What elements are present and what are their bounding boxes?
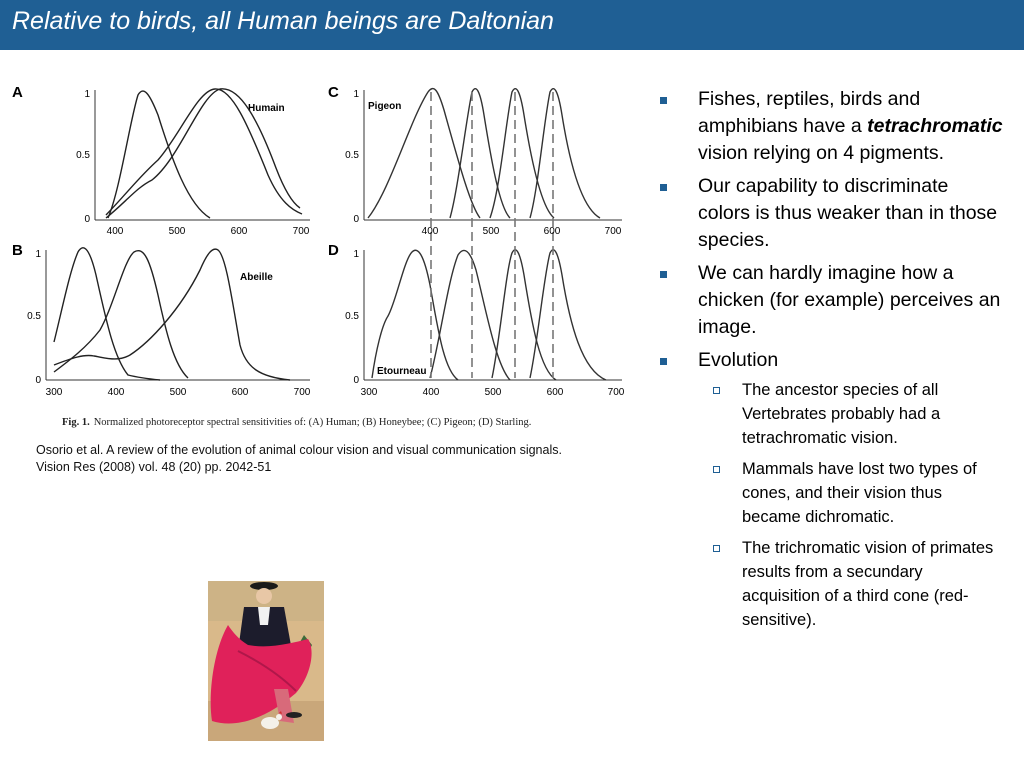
bullet-text: Evolution [698,349,779,371]
x-tick-label: 700 [607,387,625,398]
title-bar [0,0,1024,50]
bullfighter-photo [208,581,324,741]
matador-head [256,588,272,604]
x-tick-label: 400 [106,226,124,237]
bullet-text: Fishes, reptiles, birds and amphibians have a [698,88,921,137]
sub-bullet-item: The ancestor species of all Vertebrates probably had a tetrachromatic vision. [698,378,1003,450]
cone-curve-green [54,249,290,380]
panel-a [12,84,310,237]
cone-curve-4 [530,89,600,218]
y-tick-label: 0 [84,214,90,225]
x-tick-label: 700 [292,226,310,237]
y-tick-label: 0.5 [345,150,359,161]
bullet-list [658,86,1003,639]
y-tick-label: 0.5 [76,150,90,161]
x-tick-label: 600 [546,387,564,398]
citation-line: Vision Res (2008) vol. 48 (20) pp. 2042-51 [36,460,272,474]
panel-letter: A [12,84,23,101]
cone-curve-s [108,91,210,218]
matador-shoe [286,712,302,718]
species-label: Humain [248,103,285,114]
x-tick-label: 500 [169,387,187,398]
cone-curve-1 [372,250,458,380]
species-label: Abeille [240,272,273,283]
citation-line: Osorio et al. A review of the evolution of animal colour vision and visual communication signals. [36,443,562,457]
bullet-emphasis: tetrachromatic [867,115,1003,137]
panel-d [328,242,625,398]
panel-c-x-ticks [422,226,622,237]
matador-shirt [258,607,270,625]
panel-letter: C [328,84,339,101]
y-tick-label: 0.5 [345,311,359,322]
cone-curve-3 [490,89,554,218]
panel-c [328,84,622,225]
y-tick-label: 0 [353,375,359,386]
sub-bullet-list [698,378,1003,632]
caption-text: Normalized photoreceptor spectral sensitivities of: (A) Human; (B) Honeybee; (C) Pigeon; (D) Starling. [93,417,532,428]
chicken [261,717,279,729]
y-tick-label: 0 [353,214,359,225]
x-tick-label: 500 [484,387,502,398]
cone-curve-2 [430,250,510,380]
x-tick-label: 400 [107,387,125,398]
x-tick-label: 700 [293,387,311,398]
panel-letter: B [12,242,23,259]
bullet-item: Our capability to discriminate colors is thus weaker than in those species. [658,173,1003,254]
x-tick-label: 600 [543,226,561,237]
x-tick-label: 600 [230,226,248,237]
panel-b [12,242,311,398]
x-tick-label: 600 [231,387,249,398]
cone-curve-2 [450,89,510,218]
bullet-item [658,347,1003,632]
x-tick-label: 400 [421,226,439,237]
x-tick-label: 500 [482,226,500,237]
figure-caption [62,417,531,428]
caption-label: Fig. 1. [62,417,90,428]
y-tick-label: 1 [35,249,41,260]
x-tick-label: 300 [360,387,378,398]
spectral-sensitivity-figure [10,80,635,435]
slide-title: Relative to birds, all Human beings are Daltonian [12,7,554,35]
y-tick-label: 1 [353,249,359,260]
species-label: Etourneau [377,366,427,377]
x-tick-label: 500 [168,226,186,237]
panel-letter: D [328,242,339,259]
y-tick-label: 0 [35,375,41,386]
cone-curve-4 [530,250,606,380]
x-tick-label: 700 [604,226,622,237]
y-tick-label: 0.5 [27,311,41,322]
species-label: Pigeon [368,101,402,112]
bullet-text: vision relying on 4 pigments. [698,142,945,164]
bullet-item: We can hardly imagine how a chicken (for example) perceives an image. [658,260,1003,341]
y-tick-label: 1 [84,89,90,100]
chicken-head [276,714,282,720]
x-tick-label: 300 [45,387,63,398]
citation [36,442,646,476]
y-tick-label: 1 [353,89,359,100]
bullet-item [658,86,1003,167]
sub-bullet-item: The trichromatic vision of primates results from a secundary acquisition of a third cone (red-sensitive). [698,536,1003,632]
sub-bullet-item: Mammals have lost two types of cones, and their vision thus became dichromatic. [698,457,1003,529]
x-tick-label: 400 [422,387,440,398]
